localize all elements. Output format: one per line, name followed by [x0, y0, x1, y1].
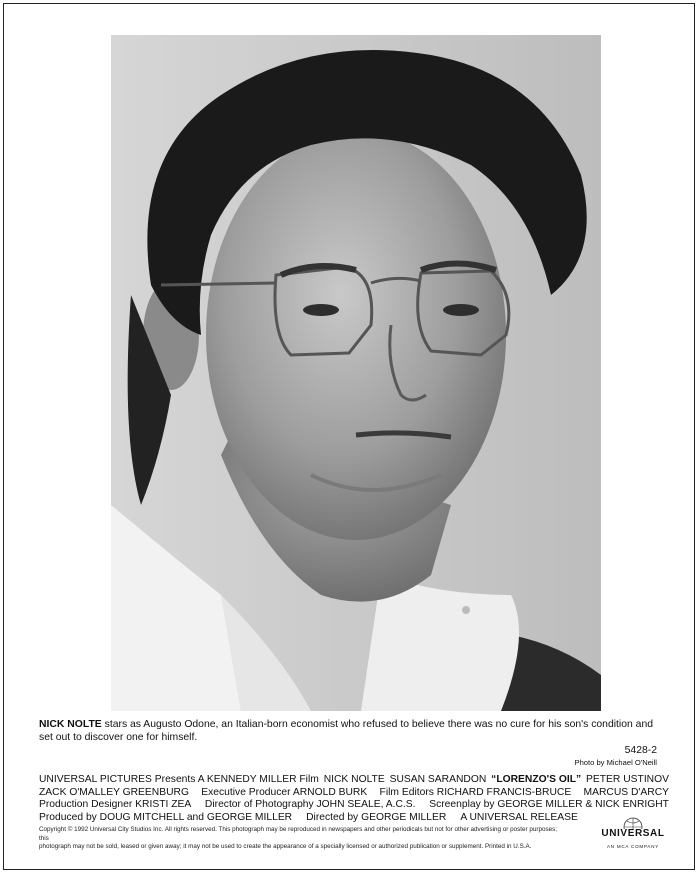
- caption-actor-name: NICK NOLTE: [39, 719, 102, 730]
- copyright-line-2: photograph may not be sold, leased or given away; it may not be used to create the appearance of a specially licensed or authorized publication or supplement. Printed in U.S.A.: [39, 843, 532, 851]
- logo-wordmark: UNIVERSAL: [601, 828, 665, 839]
- billing-screenplay: Screenplay by GEORGE MILLER & NICK ENRIGHT: [429, 799, 669, 810]
- billing-editor-2: MARCUS D'ARCY: [583, 786, 669, 798]
- caption-text: stars as Augusto Odone, an Italian-born economist who refused to believe there was no cure for his son's condition and set out to discover one for himself.: [39, 719, 654, 743]
- billing-release: A UNIVERSAL RELEASE: [460, 811, 578, 823]
- universal-logo: [598, 817, 668, 857]
- billing-director: Directed by GEORGE MILLER: [306, 811, 447, 823]
- billing-star-3: PETER USTINOV: [586, 774, 669, 785]
- billing-line-1: [39, 774, 669, 787]
- portrait-image: [111, 35, 601, 711]
- billing-block: [39, 774, 669, 824]
- copyright-line-1: Copyright © 1992 Universal City Studios Inc. All rights reserved. This photograph may be reproduced in newspapers and other periodicals but not for other advertising or poster purposes; this: [39, 826, 557, 842]
- billing-star-1: NICK NOLTE: [323, 774, 385, 785]
- photo-credit: Photo by Michael O'Neill: [574, 758, 657, 767]
- billing-star-2: SUSAN SARANDON: [389, 774, 487, 785]
- logo-subline: AN MCA COMPANY: [606, 844, 660, 849]
- billing-producers: Produced by DOUG MITCHELL and GEORGE MILLER: [39, 811, 293, 823]
- press-still-sheet: [3, 3, 695, 870]
- billing-line-2: [39, 787, 669, 800]
- billing-line-3: [39, 799, 669, 812]
- billing-line-4: [39, 812, 669, 825]
- copyright-notice: [39, 826, 559, 852]
- photo-code: 5428-2: [624, 745, 657, 756]
- billing-film-title: “LORENZO'S OIL”: [491, 774, 582, 785]
- photo-caption: [39, 718, 667, 744]
- billing-executive-producer: Executive Producer ARNOLD BURK: [201, 786, 368, 798]
- billing-production-designer: Production Designer KRISTI ZEA: [39, 799, 192, 810]
- billing-presents: UNIVERSAL PICTURES Presents A KENNEDY MILLER Film: [39, 774, 319, 785]
- portrait-photo: [111, 35, 601, 711]
- billing-film-editors: Film Editors RICHARD FRANCIS-BRUCE: [379, 786, 572, 798]
- billing-star-4: ZACK O'MALLEY GREENBURG: [39, 786, 189, 798]
- billing-director-of-photography: Director of Photography JOHN SEALE, A.C.S.: [204, 799, 416, 810]
